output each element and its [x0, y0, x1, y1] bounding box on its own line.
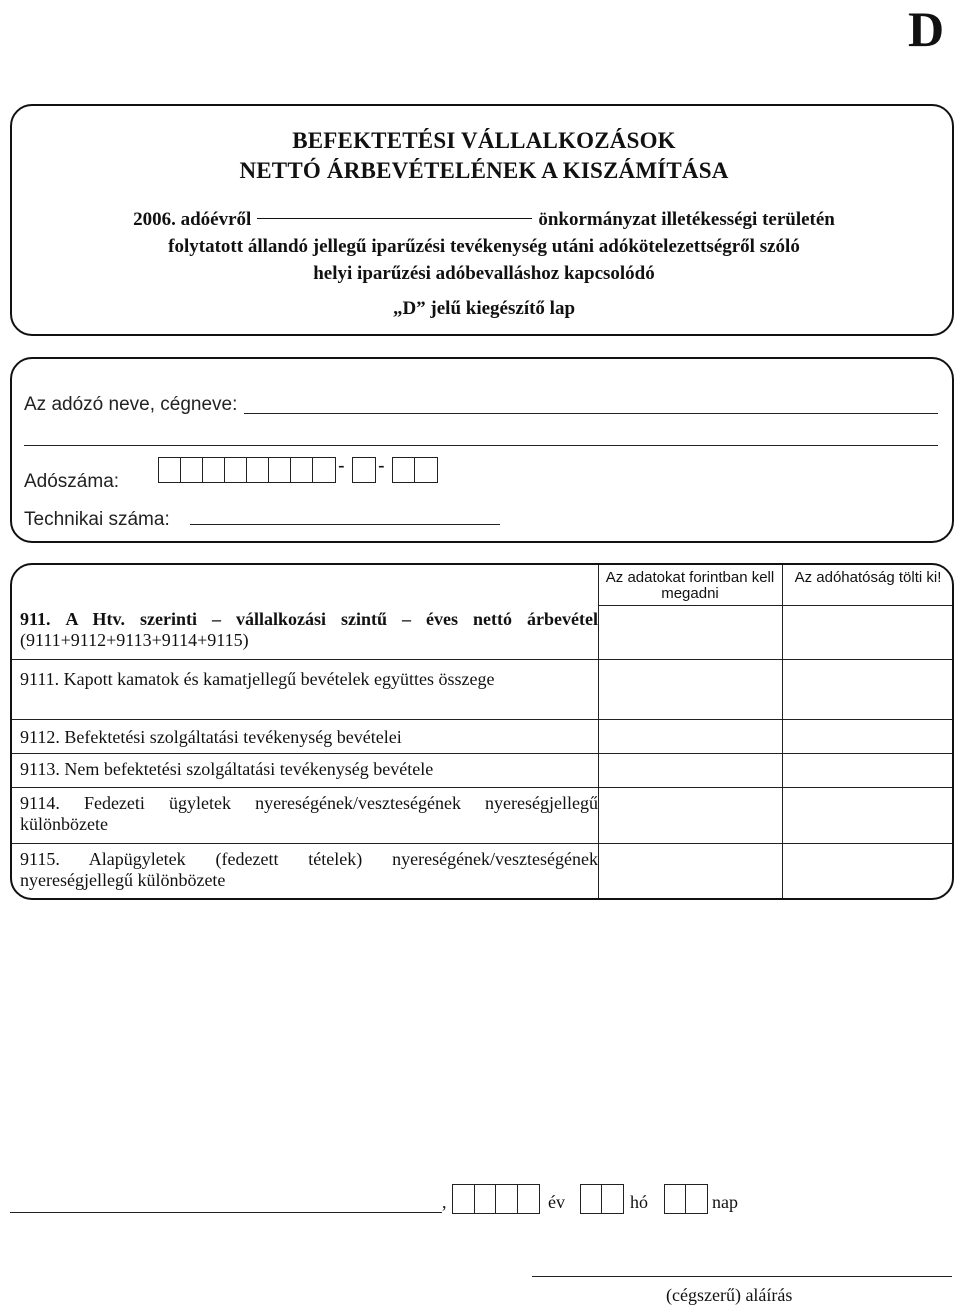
- row-divider: [12, 843, 954, 844]
- form-title-line2: NETTÓ ÁRBEVÉTELÉNEK A KISZÁMÍTÁSA: [239, 158, 729, 183]
- day-boxes[interactable]: [664, 1184, 708, 1214]
- amount-cell-911[interactable]: [600, 607, 780, 657]
- table-row-911: 911. A Htv. szerinti – vállalkozási szintű – éves nettó árbevétel (9111+9112+9113+9114+9115): [20, 609, 599, 650]
- tax-number-vat-box[interactable]: [352, 457, 376, 483]
- table-row-9113: 9113. Nem befektetési szolgáltatási tevékenység bevétele: [20, 759, 434, 779]
- tax-number-main-boxes[interactable]: [158, 457, 336, 483]
- header-box: [10, 104, 954, 336]
- municipality-blank[interactable]: [257, 218, 532, 219]
- amount-cell-9112[interactable]: [600, 721, 780, 751]
- form-title-line1: BEFEKTETÉSI VÁLLALKOZÁSOK: [292, 128, 676, 153]
- authority-column-header: Az adóhatóság tölti ki!: [794, 569, 942, 586]
- amount-cell-9111[interactable]: [600, 661, 780, 717]
- row-divider: [12, 787, 954, 788]
- tax-number-separator: -: [378, 455, 385, 477]
- table-row-9111: 9111. Kapott kamatok és kamatjellegű bevételek együttes összege: [20, 669, 495, 689]
- taxpayer-name-line-1[interactable]: [244, 413, 938, 414]
- taxpayer-name-line-2[interactable]: [24, 445, 938, 446]
- tax-number-separator: -: [338, 455, 345, 477]
- row-divider: [12, 659, 954, 660]
- intro-after-blank: önkormányzat illetékességi területén: [538, 209, 835, 230]
- column-divider-1: [598, 565, 599, 900]
- tax-number-county-boxes[interactable]: [392, 457, 438, 483]
- form-letter-mark: D: [908, 1, 945, 57]
- amount-cell-9113[interactable]: [600, 755, 780, 785]
- month-boxes[interactable]: [580, 1184, 624, 1214]
- place-date-comma: ,: [442, 1192, 447, 1212]
- taxpayer-name-label: Az adózó neve, cégneve:: [24, 394, 238, 415]
- revenue-table: [10, 563, 954, 900]
- tax-number-label: Adószáma:: [24, 471, 120, 492]
- taxpayer-box: [10, 357, 954, 543]
- day-label: nap: [712, 1192, 738, 1212]
- row-divider: [12, 753, 954, 754]
- signature-line[interactable]: [532, 1276, 952, 1277]
- year-label: év: [548, 1192, 565, 1212]
- year-boxes[interactable]: [452, 1184, 540, 1214]
- table-row-9114: 9114. Fedezeti ügyletek nyereségének/veszteségének nyereségjellegű különbözete: [20, 793, 598, 834]
- amount-column-header: Az adatokat forintban kell megadni: [605, 569, 775, 602]
- row-divider: [12, 719, 954, 720]
- amount-cell-9114[interactable]: [600, 789, 780, 841]
- column-divider-2: [782, 565, 783, 900]
- table-row-9112: 9112. Befektetési szolgáltatási tevékenység bevételei: [20, 727, 402, 747]
- header-divider: [598, 605, 954, 606]
- intro-line2: folytatott állandó jellegű iparűzési tevékenység utáni adókötelezettségről szóló: [168, 236, 800, 257]
- place-line[interactable]: [10, 1212, 442, 1213]
- amount-cell-9115[interactable]: [600, 845, 780, 897]
- intro-line3: helyi iparűzési adóbevalláshoz kapcsolódó: [313, 263, 655, 284]
- technical-number-label: Technikai száma:: [24, 509, 170, 530]
- intro-line1: [12, 209, 956, 231]
- month-label: hó: [630, 1192, 648, 1212]
- supplement-label: „D” jelű kiegészítő lap: [392, 298, 576, 319]
- signature-label: (cégszerű) aláírás: [666, 1285, 793, 1305]
- intro-year: 2006. adóévről: [133, 209, 252, 230]
- technical-number-line[interactable]: [190, 524, 500, 525]
- table-row-9115: 9115. Alapügyletek (fedezett tételek) nyereségének/veszteségének nyereségjellegű különbözete: [20, 849, 598, 890]
